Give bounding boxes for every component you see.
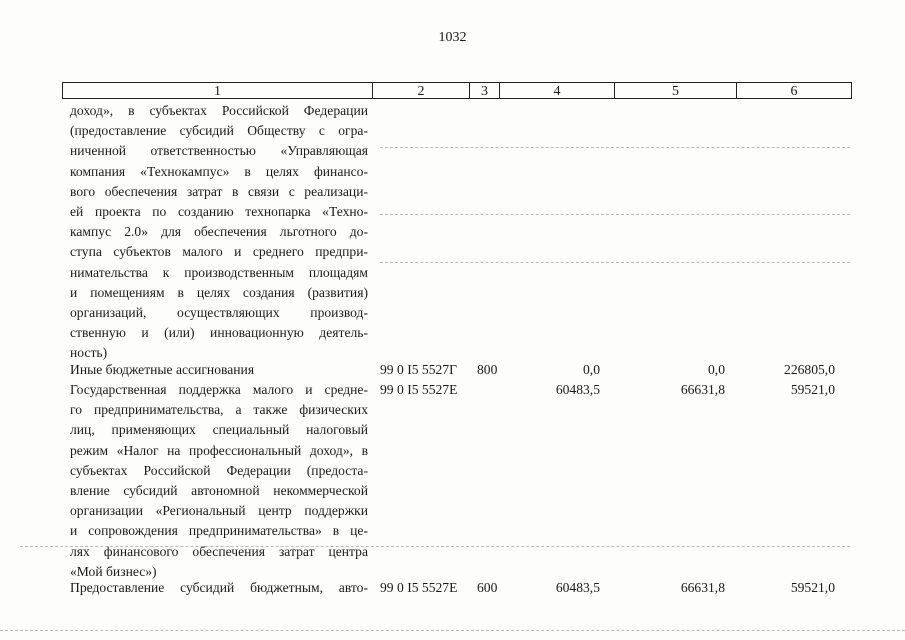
row-other-code: 99 0 I5 5527Г [380, 362, 457, 377]
text-line: ность) [70, 345, 108, 361]
row-state-code: 99 0 I5 5527Е [380, 382, 458, 397]
text-line: организаций, осуществляющих производ- [70, 305, 368, 321]
text-line: ступа субъектов малого и среднего предпри- [70, 244, 368, 260]
text-line: и помещениям в целях создания (развития) [70, 284, 368, 300]
row-subsidy-value-4: 60483,5 [555, 580, 600, 595]
text-line: го предпринимательства, а также физических [70, 402, 368, 418]
page-number: 1032 [438, 30, 467, 45]
column-header-4: 4 [500, 83, 615, 98]
text-line: вого обеспечения затрат в связи с реализаци- [70, 183, 368, 199]
column-header-row [62, 82, 852, 99]
column-header-2: 2 [373, 83, 470, 98]
row-subsidy-label [70, 578, 368, 598]
text-line: (предоставление субсидий Обществу с огра- [70, 123, 368, 139]
text-line: режим «Налог на профессиональный доход», в [70, 442, 368, 458]
column-header-6: 6 [790, 84, 798, 99]
row-subsidy-type: 600 [477, 580, 498, 595]
text-line: вление субсидий автономной некоммерческой [70, 483, 368, 499]
scan-artifact-line [380, 214, 850, 215]
text-line: и сопровождения предпринимательства» в це- [70, 523, 368, 539]
state-support-text-block [70, 380, 368, 582]
text-line: ственную и (или) инновационную деятель- [70, 325, 368, 341]
scan-artifact-line [0, 630, 905, 631]
text-line: Государственная поддержка малого и средне- [70, 382, 368, 397]
text-line: доход», в субъектах Российской Федерации [70, 103, 368, 118]
row-subsidy-label-text: Предоставление субсидий бюджетным, авто- [70, 580, 368, 595]
column-header-5: 5 [615, 83, 737, 98]
column-header-3: 3 [470, 83, 500, 98]
text-line: «Мой бизнес») [70, 563, 157, 579]
text-line: ниченной ответственностью «Управляющая [70, 143, 368, 159]
scan-artifact-line [20, 546, 850, 547]
row-other-value-4: 0,0 [583, 362, 600, 377]
text-line: компания «Технокампус» в целях финансо- [70, 163, 368, 179]
scan-artifact-line [380, 147, 850, 148]
row-state-value-5: 66631,8 [680, 382, 725, 397]
text-line: нимательства к производственным площадям [70, 264, 368, 280]
row-state-value-4: 60483,5 [555, 382, 600, 397]
row-subsidy-value-6: 59521,0 [790, 580, 835, 595]
text-line: кампус 2.0» для обеспечения льготного до- [70, 224, 368, 240]
row-other-value-6: 226805,0 [784, 362, 835, 377]
row-other-label: Иные бюджетные ассигнования [70, 362, 255, 377]
scan-artifact-line [380, 262, 850, 263]
row-other-type: 800 [477, 362, 498, 377]
text-line: лиц, применяющих специальный налоговый [70, 422, 368, 438]
text-line: организации «Региональный центр поддержки [70, 503, 368, 519]
text-line: лях финансового обеспечения затрат центра [70, 543, 368, 559]
continuation-text-block [70, 101, 368, 364]
row-other-value-5: 0,0 [708, 362, 725, 377]
text-line: ей проекта по созданию технопарка «Техно- [70, 204, 368, 220]
text-line: субъектах Российской Федерации (предоста- [70, 462, 368, 478]
column-header-1: 1 [63, 83, 373, 98]
row-subsidy-code: 99 0 I5 5527Е [380, 580, 458, 595]
row-state-value-6: 59521,0 [790, 382, 835, 397]
row-subsidy-value-5: 66631,8 [680, 580, 725, 595]
